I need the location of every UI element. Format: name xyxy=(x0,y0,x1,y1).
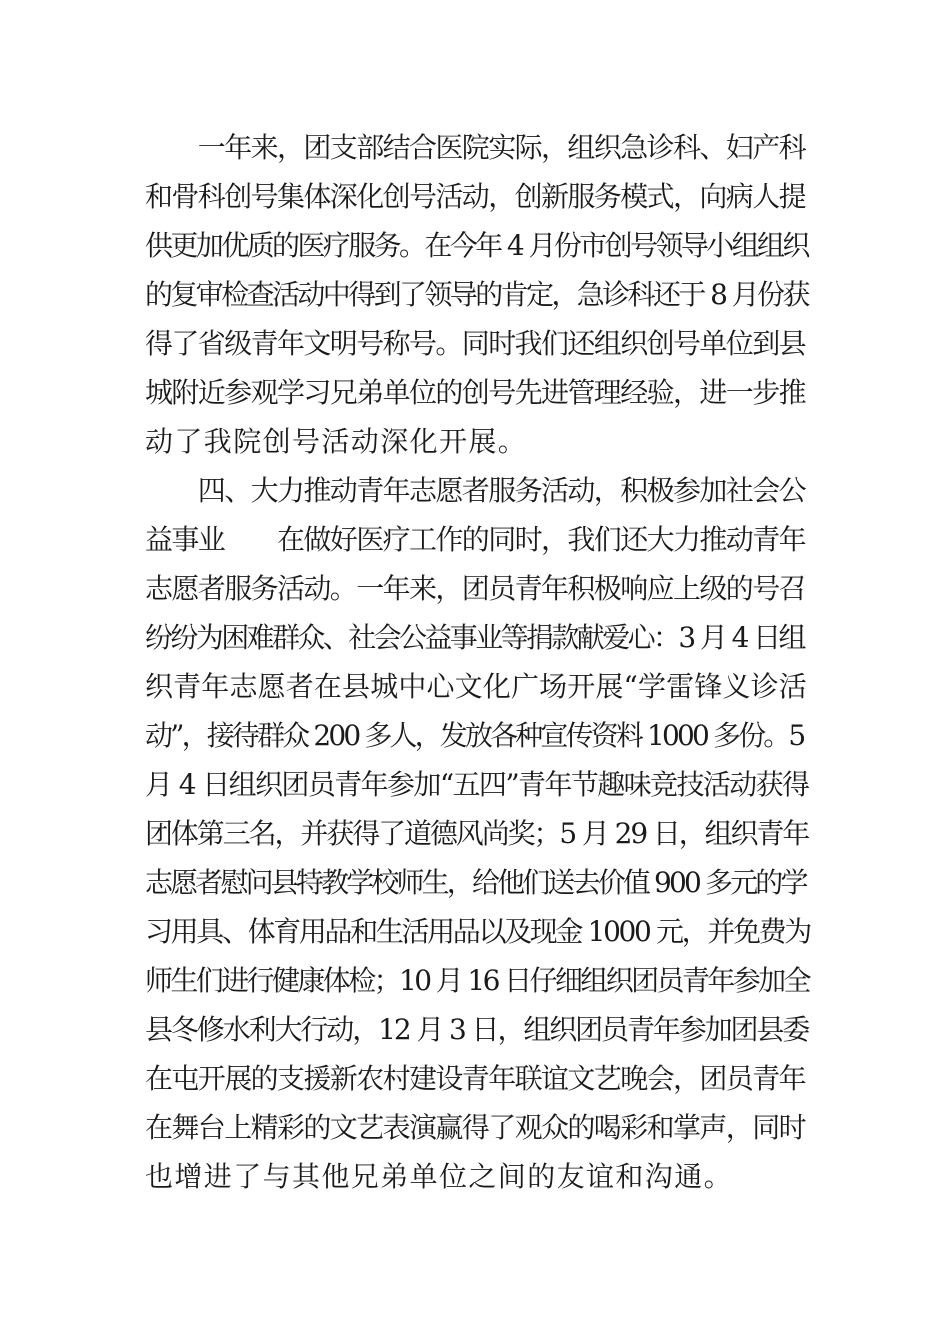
text-line: 一年来，团支部结合医院实际，组织急诊科、妇产科 xyxy=(145,131,806,164)
text-line: 的复审检查活动中得到了领导的肯定，急诊科还于 8 月份获 xyxy=(145,278,808,311)
text-line: 志愿者服务活动。一年来，团员青年积极响应上级的号召 xyxy=(145,572,806,605)
text-line: 益事业 在做好医疗工作的同时，我们还大力推动青年 xyxy=(145,523,806,556)
section-heading-line: 四、大力推动青年志愿者服务活动，积极参加社会公 xyxy=(145,474,806,507)
document-body xyxy=(145,123,810,1201)
text-line: 在屯开展的支援新农村建设青年联谊文艺晚会，团员青年 xyxy=(145,1062,806,1095)
text-line: 志愿者慰问县特教学校师生，给他们送去价值 900 多元的学 xyxy=(145,866,806,899)
text-line: 月 4 日组织团员青年参加“五四”青年节趣味竞技活动获得 xyxy=(145,768,809,801)
text-line: 师生们进行健康体检；10 月 16 日仔细组织团员青年参加全 xyxy=(145,964,809,997)
text-line: 动了我院创号活动深化开展。 xyxy=(145,425,528,458)
text-line: 习用具、体育用品和生活用品以及现金 1000 元，并免费为 xyxy=(145,915,810,948)
text-line: 县冬修水利大行动，12 月 3 日，组织团员青年参加团县委 xyxy=(145,1013,809,1046)
text-line: 得了省级青年文明号称号。同时我们还组织创号单位到县 xyxy=(145,327,806,360)
text-line: 城附近参观学习兄弟单位的创号先进管理经验，进一步推 xyxy=(145,376,806,409)
text-line: 动”，接待群众 200 多人，发放各种宣传资料 1000 多份。5 xyxy=(145,719,804,752)
text-line: 供更加优质的医疗服务。在今年 4 月份市创号领导小组组织 xyxy=(145,229,808,262)
text-line: 团体第三名，并获得了道德风尚奖；5 月 29 日，组织青年 xyxy=(145,817,809,850)
text-line: 纷纷为困难群众、社会公益事业等捐款献爱心：3 月 4 日组 xyxy=(145,621,804,654)
text-line: 织青年志愿者在县城中心文化广场开展“学雷锋义诊活 xyxy=(145,670,807,703)
text-line: 也增进了与其他兄弟单位之间的友谊和沟通。 xyxy=(145,1160,734,1193)
text-line: 和骨科创号集体深化创号活动，创新服务模式，向病人提 xyxy=(145,180,806,213)
paragraph-volunteer-service xyxy=(145,466,810,1201)
text-line: 在舞台上精彩的文艺表演赢得了观众的喝彩和掌声，同时 xyxy=(145,1111,806,1144)
paragraph-creation-activities xyxy=(145,123,810,466)
